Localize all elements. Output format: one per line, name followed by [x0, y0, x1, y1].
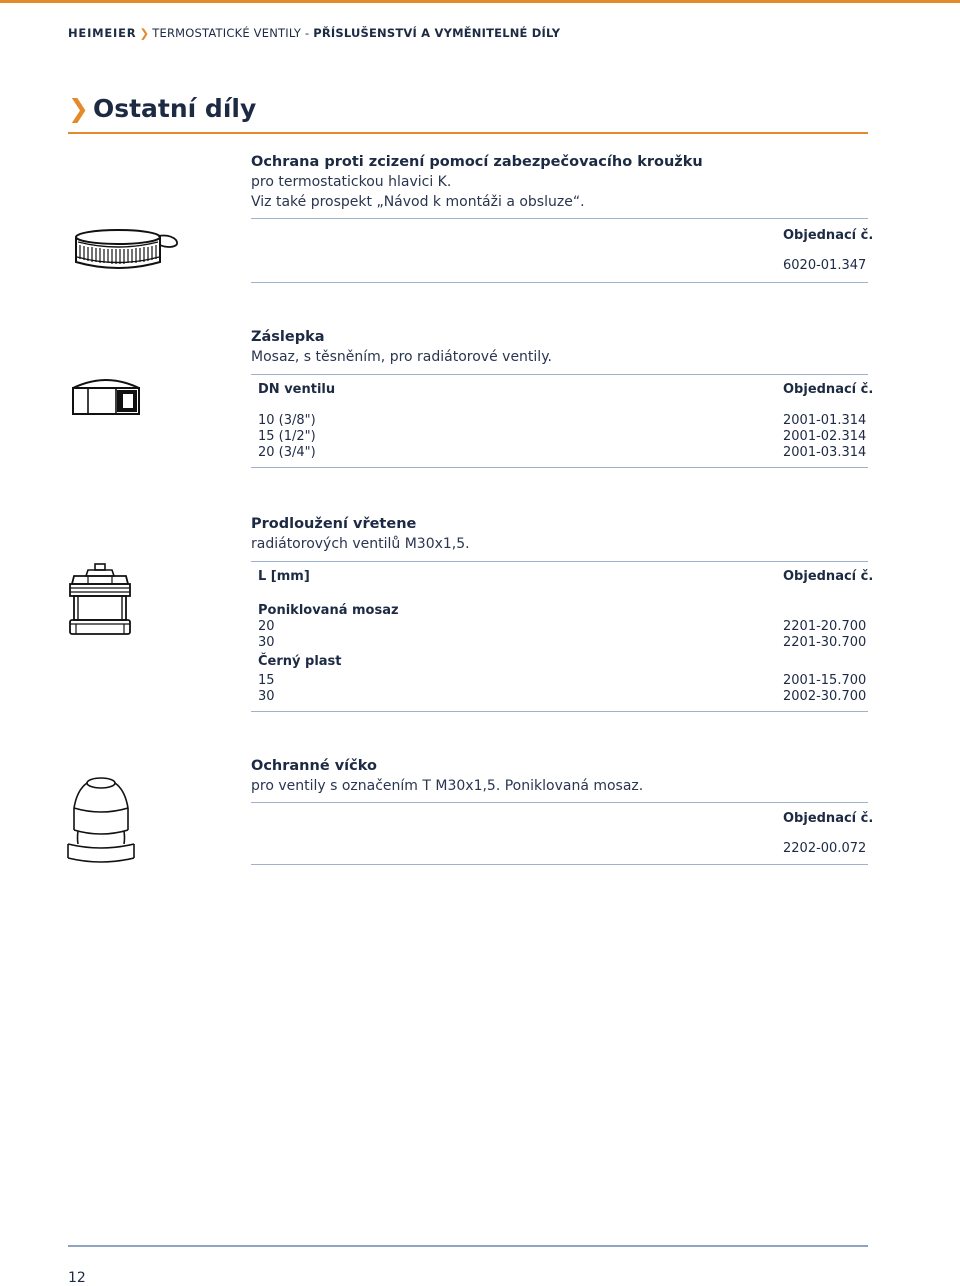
table-header [251, 569, 874, 585]
header-category: TERMOSTATICKÉ VENTILY - [152, 26, 314, 40]
row-label: 30 [258, 689, 275, 704]
section-description: Mosaz, s těsněním, pro radiátorové ventily. [251, 349, 552, 365]
table-header [251, 811, 874, 827]
order-number: 2001-15.700 [783, 673, 867, 688]
table-header [251, 382, 874, 398]
section-title: Ochranné víčko [251, 758, 377, 774]
table-row [251, 689, 868, 705]
order-number: 2201-20.700 [783, 619, 867, 634]
row-label: 15 (1/2") [258, 429, 316, 444]
protective-cap-drawing [64, 774, 138, 868]
top-accent-bar [0, 0, 960, 3]
table-rule [251, 864, 868, 865]
section-title: Ochrana proti zcizení pomocí zabezpečovacího kroužku [251, 154, 703, 170]
section-title: Prodloužení vřetene [251, 516, 417, 532]
title-underline [68, 132, 868, 134]
row-label: 10 (3/8") [258, 413, 316, 428]
order-number-header: Objednací č. [783, 382, 874, 397]
section-description: pro ventily s označením T M30x1,5. Poniklovaná mosaz. [251, 778, 644, 794]
table-rule [251, 467, 868, 468]
blind-cap-drawing [70, 378, 142, 418]
order-number: 2001-01.314 [783, 413, 867, 428]
table-row [251, 445, 868, 461]
security-ring-drawing [72, 226, 184, 274]
order-number: 2202-00.072 [783, 841, 867, 856]
row-label: 30 [258, 635, 275, 650]
row-label: 15 [258, 673, 275, 688]
group-label: Černý plast [258, 654, 342, 669]
table-group [251, 603, 868, 619]
section-title: Záslepka [251, 329, 325, 345]
order-number: 2201-30.700 [783, 635, 867, 650]
column-header: DN ventilu [258, 382, 336, 397]
order-number: 2002-30.700 [783, 689, 867, 704]
section-spindle-extension [251, 514, 874, 712]
section-description: pro termostatickou hlavici K. [251, 174, 452, 190]
running-header [68, 26, 560, 40]
table-row [251, 841, 868, 857]
section-description: Viz také prospekt „Návod k montáži a obsluze“. [251, 194, 585, 210]
group-label: Poniklovaná mosaz [258, 603, 399, 618]
table-rule [251, 711, 868, 712]
order-number: 6020-01.347 [783, 258, 867, 273]
spindle-extension-drawing [66, 562, 136, 638]
order-number-header: Objednací č. [783, 228, 874, 243]
table-header [251, 228, 874, 244]
brand-name: HEIMEIER [68, 26, 137, 40]
table-group [251, 654, 868, 670]
header-section: PŘÍSLUŠENSTVÍ A VYMĚNITELNÉ DÍLY [313, 26, 561, 40]
page-title-text: Ostatní díly [92, 94, 257, 123]
table-row [251, 258, 868, 274]
table-row [251, 619, 868, 635]
section-description: radiátorových ventilů M30x1,5. [251, 536, 470, 552]
order-number: 2001-02.314 [783, 429, 867, 444]
page-number: 12 [68, 1270, 86, 1286]
table-row [251, 429, 868, 445]
row-label: 20 (3/4") [258, 445, 316, 460]
row-label: 20 [258, 619, 275, 634]
chevron-right-icon: ❯ [68, 94, 89, 123]
table-row [251, 635, 868, 651]
page-title [68, 94, 256, 123]
order-number-header: Objednací č. [783, 569, 874, 584]
table-row [251, 413, 868, 429]
order-number: 2001-03.314 [783, 445, 867, 460]
order-number-header: Objednací č. [783, 811, 874, 826]
section-blind-cap [251, 327, 874, 468]
section-protective-cap [251, 756, 874, 865]
table-row [251, 673, 868, 689]
chevron-right-icon: ❯ [139, 26, 150, 40]
section-security-ring [251, 152, 874, 283]
footer-rule [68, 1245, 868, 1247]
column-header: L [mm] [258, 569, 310, 584]
table-rule [251, 282, 868, 283]
